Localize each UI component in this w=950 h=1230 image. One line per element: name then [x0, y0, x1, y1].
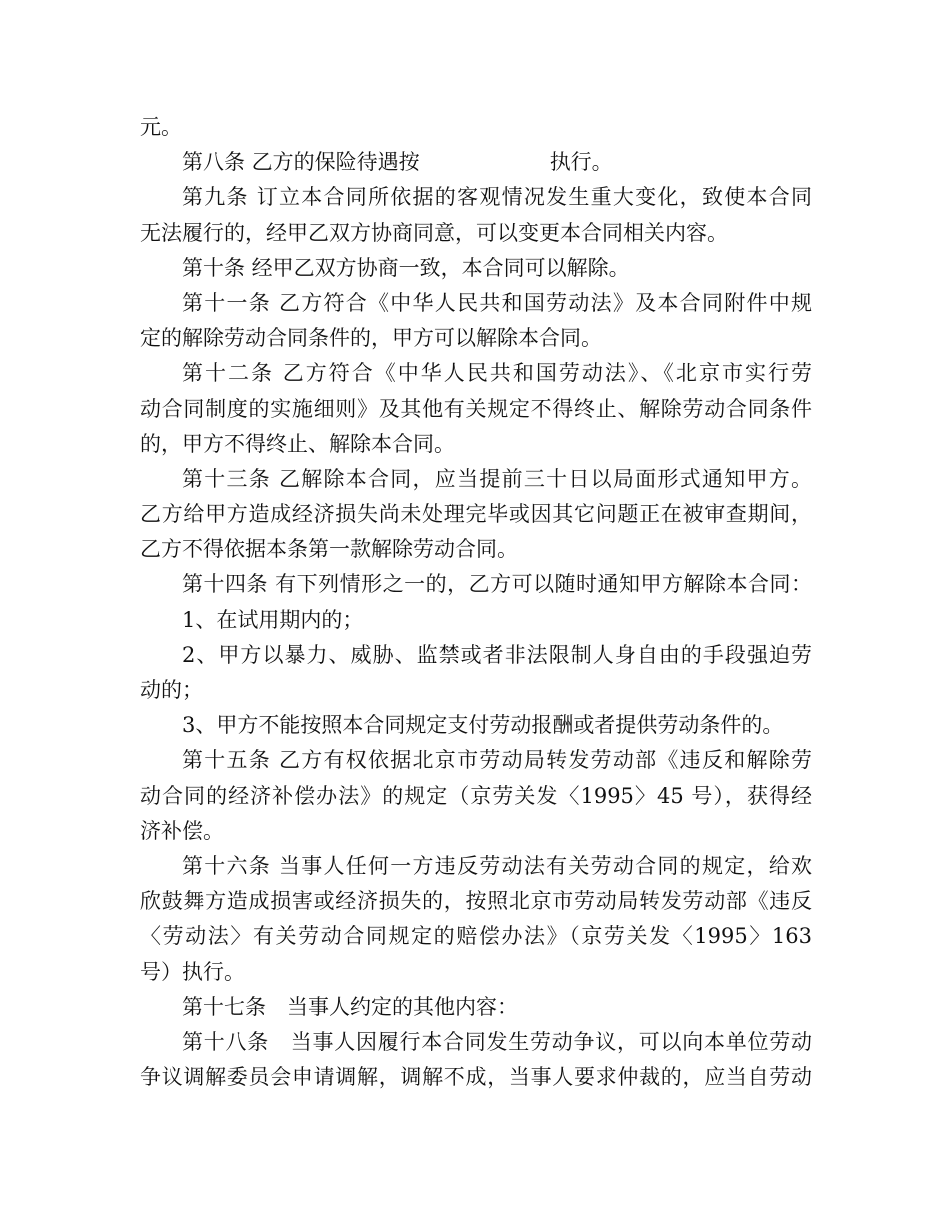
text-line: 第十二条 乙方符合《中华人民共和国劳动法》、《北京市实行劳 [182, 361, 812, 386]
text-line: 第十八条 当事人因履行本合同发生劳动争议，可以向本单位劳动 [182, 1029, 812, 1054]
text-line: 动合同的经济补偿办法》的规定（京劳关发〈1995〉45 号），获得经 [140, 783, 812, 808]
text-line: 3、甲方不能按照本合同规定支付劳动报酬或者提供劳动条件的。 [182, 713, 784, 738]
text-line: 第九条 订立本合同所依据的客观情况发生重大变化，致使本合同 [182, 185, 812, 210]
text-line: 欣鼓舞方造成损害或经济损失的，按照北京市劳动局转发劳动部《违反 [140, 889, 812, 914]
text-line: 第十条 经甲乙双方协商一致，本合同可以解除。 [182, 255, 630, 280]
text-line: 第十六条 当事人任何一方违反劳动法有关劳动合同的规定，给欢 [182, 853, 812, 878]
text-line: 无法履行的，经甲乙双方协商同意，可以变更本合同相关内容。 [140, 220, 728, 245]
text-line: 第十四条 有下列情形之一的，乙方可以随时通知甲方解除本合同： [182, 572, 812, 597]
text-line: 〈劳动法〉有关劳动合同规定的赔偿办法》（京劳关发〈1995〉163 [140, 924, 812, 949]
text-line: 乙方给甲方造成经济损失尚未处理完毕或因其它问题正在被审查期间， [140, 502, 812, 527]
text-line: 济补偿。 [140, 818, 224, 843]
text-line: 争议调解委员会申请调解，调解不成，当事人要求仲裁的，应当自劳动 [140, 1065, 812, 1090]
text-line: 乙方不得依据本条第一款解除劳动合同。 [140, 537, 518, 562]
article-8-suffix: 执行。 [549, 150, 613, 175]
contract-page [140, 110, 812, 1095]
text-line: 2、甲方以暴力、威胁、监禁或者非法限制人身自由的手段强迫劳 [182, 642, 812, 667]
article-8-prefix: 第八条 乙方的保险待遇按 [182, 150, 420, 175]
text-line [140, 145, 812, 180]
text-line: 的，甲方不得终止、解除本合同。 [140, 431, 455, 456]
text-line: 第十五条 乙方有权依据北京市劳动局转发劳动部《违反和解除劳 [182, 748, 812, 773]
text-line: 第十三条 乙解除本合同，应当提前三十日以局面形式通知甲方。 [182, 466, 812, 491]
contract-body [140, 110, 812, 1095]
text-line: 号）执行。 [140, 959, 245, 984]
text-line: 定的解除劳动合同条件的，甲方可以解除本合同。 [140, 326, 602, 351]
text-line: 第十一条 乙方符合《中华人民共和国劳动法》及本合同附件中规 [182, 290, 812, 315]
text-line: 动合同制度的实施细则》及其他有关规定不得终止、解除劳动合同条件 [140, 396, 812, 421]
text-line: 1、在试用期内的； [182, 607, 364, 632]
text-line: 第十七条 当事人约定的其他内容： [182, 994, 518, 1019]
text-line: 动的； [140, 678, 203, 702]
text-line: 元。 [140, 115, 182, 139]
